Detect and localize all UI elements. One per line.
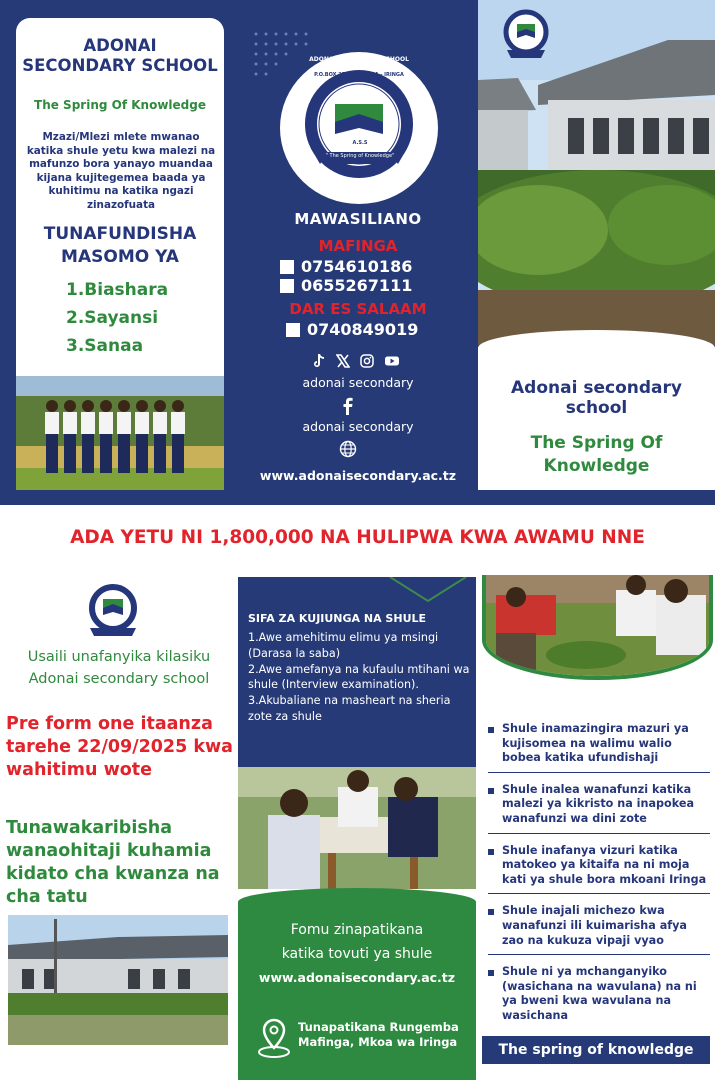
logo-abbreviation: A.S.S <box>352 140 368 146</box>
requirements-title: SIFA ZA KUJIUNGA NA SHULE <box>248 612 427 625</box>
transfer-welcome: Tunawakaribisha wanaohitaji kuhamia kidato cha kwanza na cha tatu <box>6 818 220 907</box>
preform-announcement: Pre form one itaanza tarehe 22/09/2025 kwa wahitimu wote <box>6 714 233 780</box>
checkbox-icon <box>286 323 300 337</box>
feature-text: Shule inamazingira mazuri ya kujisomea na walimu walio bobea katika ufundishaji <box>502 722 689 765</box>
tiktok-icon[interactable] <box>312 353 326 369</box>
interview-info <box>0 646 238 690</box>
feature-text: Shule inalea wanafunzi katika malezi ya kikristo na inapokea wanafunzi wa dini zote <box>502 782 694 825</box>
school-name-line2: SECONDARY SCHOOL <box>22 56 218 75</box>
students-photo <box>16 376 224 490</box>
feature-text: Shule inafanya vizuri katika matokeo ya kitaifa na ni moja kati ya shule bora mkoani Iringa <box>502 843 707 886</box>
contact-heading: MAWASILIANO <box>294 210 422 228</box>
phone-number[interactable]: 0655267111 <box>301 276 413 295</box>
phone-row <box>280 257 412 276</box>
feature-item <box>488 961 710 1029</box>
city-mafinga: MAFINGA <box>318 237 398 255</box>
bullet-icon <box>488 727 494 733</box>
checkbox-icon <box>280 279 294 293</box>
location-line1: Tunapatikana Rungemba <box>298 1020 459 1034</box>
forms-text <box>238 918 476 966</box>
globe-icon <box>339 440 357 458</box>
requirement-item: 2.Awe amefanya na kufaulu mtihani wa shule (Interview examination). <box>248 662 470 692</box>
feature-text: Shule ni ya mchanganyiko (wasichana na wavulana) na ni ya bweni kwa wavulana na wasichana <box>502 965 697 1022</box>
decorative-chevron <box>380 577 476 607</box>
features-list <box>488 718 710 1036</box>
logo-address: P.O.BOX 275, MAFINGA - IRINGA TANZANIA <box>314 72 404 84</box>
phone-row <box>286 320 418 339</box>
forms-line1: Fomu zinapatikana <box>290 922 424 938</box>
phone-number[interactable]: 0740849019 <box>307 320 419 339</box>
school-compound-photo <box>8 915 228 1045</box>
social-handle[interactable]: adonai secondary <box>302 375 414 390</box>
requirement-item: 3.Akubaliane na masheart na sheria zote za shule <box>248 694 451 723</box>
instagram-icon[interactable] <box>360 353 374 369</box>
students-gardening-photo <box>482 575 713 680</box>
feature-item <box>488 718 710 773</box>
youtube-icon[interactable] <box>384 353 400 369</box>
website-link[interactable]: www.adonaisecondary.ac.tz <box>259 468 457 483</box>
interview-line2: Adonai secondary school <box>28 671 210 687</box>
bullet-icon <box>488 909 494 915</box>
feature-text: Shule inajali michezo kwa wanafunzi ili kuimarisha afya zao na kukuza vipaji vyao <box>502 904 687 947</box>
feature-item <box>488 840 710 895</box>
subjects-heading-line2: MASOMO YA <box>61 247 179 267</box>
intro-paragraph: Mzazi/Mlezi mlete mwanao katika shule yetu kwa malezi na mafunzo bora yanayo muandaa kijana kujitegemea baada ya kuhitimu na katika ngazi zinazofuata <box>26 131 216 211</box>
school-tagline: The Spring Of Knowledge <box>34 98 206 112</box>
location-address <box>298 1020 476 1050</box>
forms-line2: katika tovuti ya shule <box>281 946 433 962</box>
social-icons-row <box>306 353 406 369</box>
subject-item: 1.Biashara <box>66 280 169 300</box>
small-logo-badge <box>497 6 555 64</box>
interview-line1: Usaili unafanyika kilasiku <box>27 649 211 665</box>
location-line2: Mafinga, Mkoa wa Iringa <box>298 1035 458 1049</box>
bullet-icon <box>488 970 494 976</box>
footer-tagline-box: The spring of knowledge <box>482 1036 710 1064</box>
subjects-heading <box>16 223 224 269</box>
school-name <box>16 36 224 76</box>
bullet-icon <box>488 849 494 855</box>
checkbox-icon <box>280 260 294 274</box>
subject-item: 2.Sayansi <box>66 308 159 328</box>
logo-motto: " The Spring of Knowledge" <box>325 153 395 159</box>
subject-item: 3.Sanaa <box>66 336 144 356</box>
bullet-icon <box>488 788 494 794</box>
requirements-list <box>248 630 470 725</box>
left-info-panel <box>16 18 224 490</box>
facebook-icon[interactable] <box>341 397 355 415</box>
fee-banner-text: ADA YETU NI 1,800,000 NA HULIPWA KWA AWAMU NNE <box>70 527 645 548</box>
facebook-handle[interactable]: adonai secondary <box>302 419 414 434</box>
location-pin-icon <box>256 1018 292 1060</box>
logo-ring-text: ADONAI SECONDARY SCHOOL <box>309 56 409 63</box>
school-logo-small <box>80 582 146 640</box>
right-school-title: Adonai secondary school <box>511 378 682 418</box>
phone-number[interactable]: 0754610186 <box>301 257 413 276</box>
forms-website-link[interactable]: www.adonaisecondary.ac.tz <box>258 970 456 985</box>
x-icon[interactable] <box>336 353 350 369</box>
requirement-item: 1.Awe amehitimu elimu ya msingi (Darasa la saba) <box>248 631 439 660</box>
right-tagline: The Spring Of Knowledge <box>530 433 663 476</box>
feature-item <box>488 779 710 834</box>
school-name-line1: ADONAI <box>83 36 157 55</box>
subjects-heading-line1: TUNAFUNDISHA <box>43 224 197 244</box>
phone-row <box>280 276 412 295</box>
students-studying-photo <box>238 767 476 889</box>
city-dar-es-salaam: DAR ES SALAAM <box>289 300 427 318</box>
feature-item <box>488 900 710 955</box>
